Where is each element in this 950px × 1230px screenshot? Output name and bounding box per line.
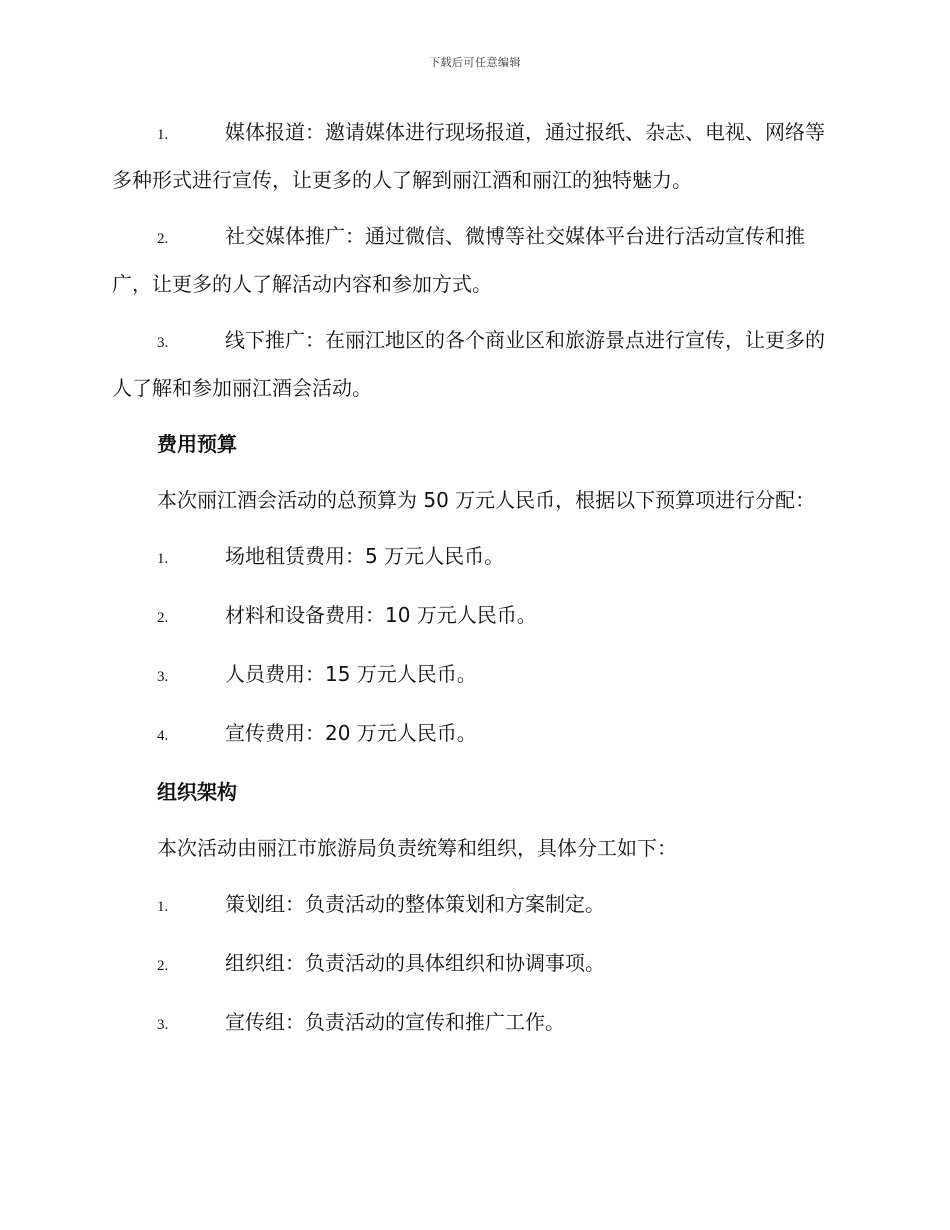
organization-heading: 组织架构 (157, 780, 237, 804)
organization-intro: 本次活动由丽江市旅游局负责统筹和组织，具体分工如下： (157, 836, 677, 860)
list-number: 2. (157, 958, 169, 974)
organization-item-2 (112, 941, 834, 989)
list-text: 媒体报道：邀请媒体进行现场报道，通过报纸、杂志、电视、网络等多种形式进行宣传，让更多的人了解到丽江酒和丽江的独特魅力。 (112, 120, 825, 192)
list-number: 3. (157, 669, 169, 685)
list-text: 线下推广：在丽江地区的各个商业区和旅游景点进行宣传，让更多的人了解和参加丽江酒会活动。 (112, 328, 825, 400)
list-number: 3. (157, 1017, 169, 1033)
list-text: 宣传组：负责活动的宣传和推广工作。 (225, 1010, 565, 1034)
list-text: 组织组：负责活动的具体组织和协调事项。 (225, 951, 605, 975)
list-number: 3. (157, 335, 169, 351)
organization-item-1 (112, 882, 834, 930)
organization-item-3 (112, 1000, 834, 1048)
list-text: 材料和设备费用：10 万元人民币。 (225, 603, 537, 627)
list-number: 1. (157, 551, 169, 567)
list-number: 2. (157, 231, 169, 247)
promotion-item-1 (112, 110, 834, 203)
promotion-item-3 (112, 318, 834, 411)
list-number: 1. (157, 127, 169, 143)
list-number: 4. (157, 728, 169, 744)
list-text: 场地租赁费用：5 万元人民币。 (225, 544, 505, 568)
list-text: 策划组：负责活动的整体策划和方案制定。 (225, 892, 605, 916)
list-text: 宣传费用：20 万元人民币。 (225, 721, 477, 745)
page-header: 下载后可任意编辑 (429, 56, 521, 69)
document-body (112, 110, 834, 1048)
list-number: 2. (157, 610, 169, 626)
list-text: 社交媒体推广：通过微信、微博等社交媒体平台进行活动宣传和推广，让更多的人了解活动内容和参加方式。 (112, 224, 805, 296)
list-number: 1. (157, 899, 169, 915)
list-text: 人员费用：15 万元人民币。 (225, 662, 477, 686)
promotion-item-2 (112, 214, 834, 307)
budget-item-2 (112, 593, 834, 641)
budget-item-4 (112, 711, 834, 759)
budget-item-1 (112, 534, 834, 582)
budget-intro: 本次丽江酒会活动的总预算为 50 万元人民币，根据以下预算项进行分配： (157, 488, 816, 512)
budget-heading: 费用预算 (157, 432, 237, 456)
budget-item-3 (112, 652, 834, 700)
